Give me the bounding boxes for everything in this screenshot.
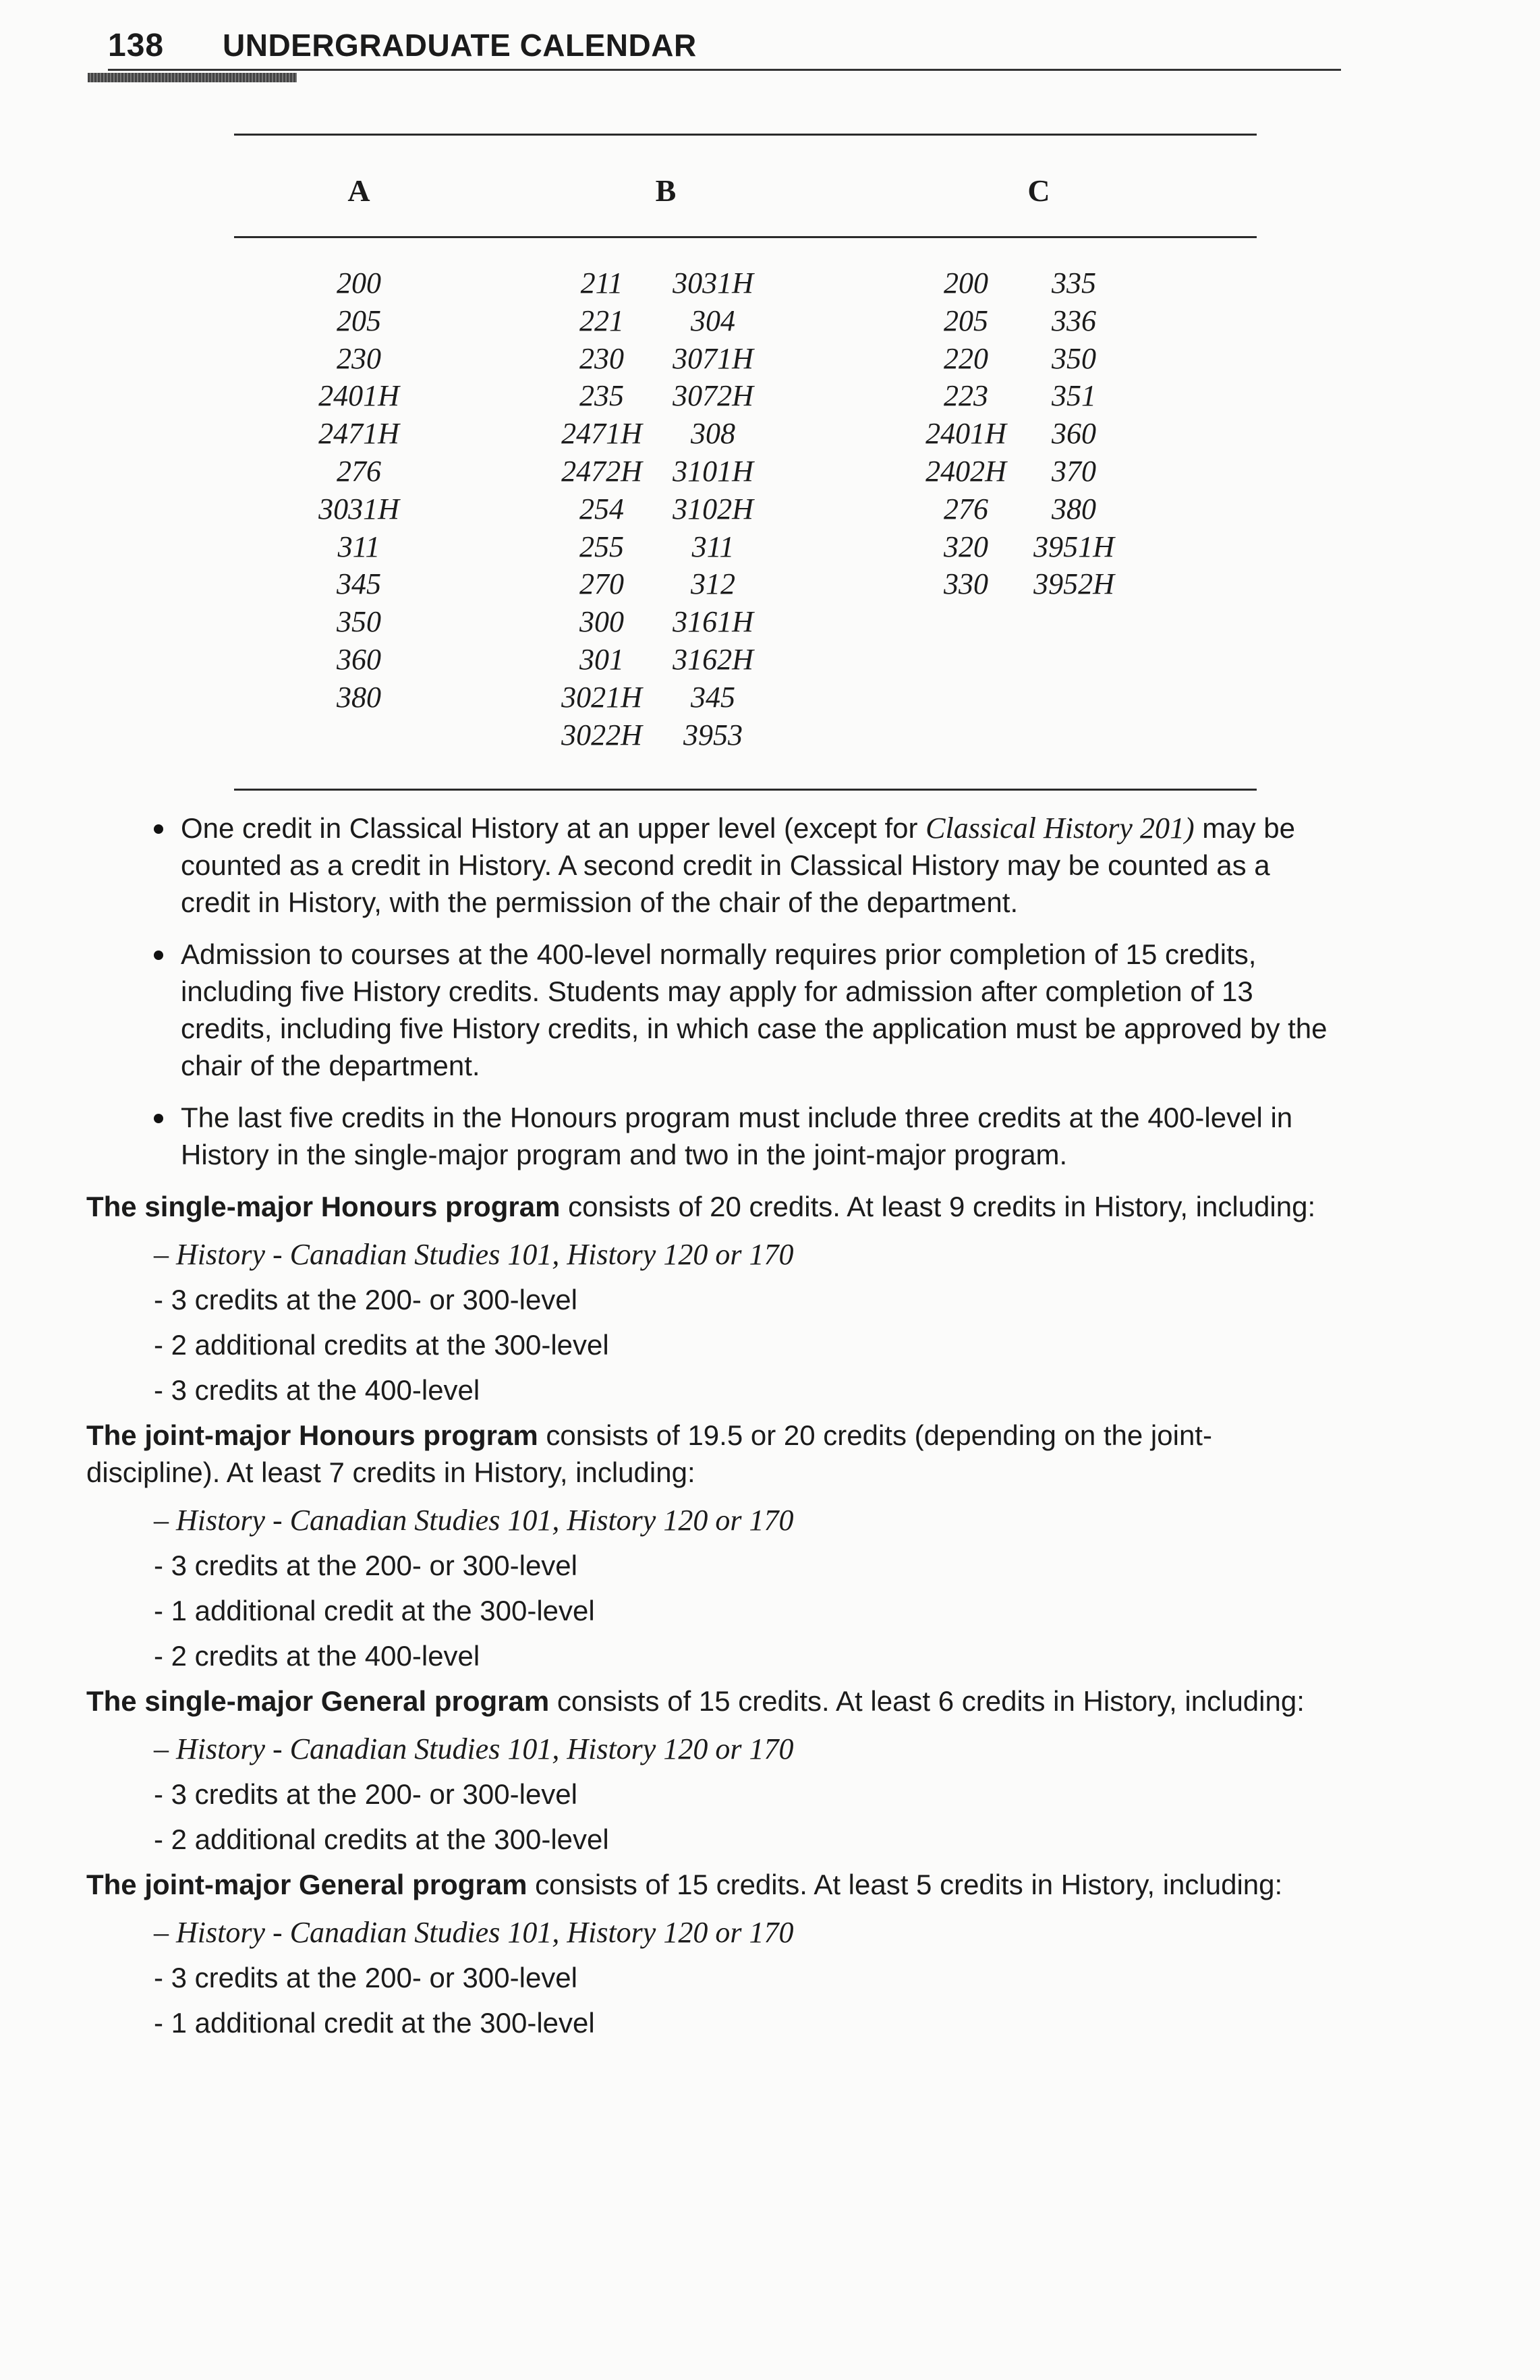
requirement-item: – History - Canadian Studies 101, History 120 or 170: [154, 1504, 794, 1537]
requirement-item: - 1 additional credit at the 300-level: [154, 1595, 595, 1626]
course-number-cell: 345: [691, 680, 735, 714]
table-top-rule: [234, 134, 1257, 136]
course-number-cell: 3031H: [318, 492, 399, 526]
course-number-cell: 255: [579, 530, 624, 563]
program-text: consists of 15 credits. At least 6 credits in History, including:: [549, 1685, 1305, 1717]
course-number-cell: 311: [691, 530, 735, 563]
course-number-cell: 3031H: [673, 266, 753, 300]
program-title: The single-major Honours program: [86, 1191, 561, 1222]
note-text: Admission to courses at the 400-level normally requires prior completion of 15 credits, including five History credits. Students may apply for admission after completion of 13 credits, including five History credits, in which case the application must be approved by the chair of the department.: [181, 938, 1328, 1081]
table-header-rule: [234, 236, 1257, 238]
requirement-text: History - Canadian Studies 101, History 120 or 170: [176, 1916, 794, 1949]
note-course: Classical History 201): [925, 812, 1195, 845]
requirement-item: - 3 credits at the 200- or 300-level: [154, 1550, 577, 1581]
course-number-cell: 276: [337, 455, 381, 488]
course-number-cell: 2471H: [561, 417, 642, 451]
note-text: may be counted as a credit in History. A second credit in Classical History may be counted as a credit in History, with the permission of the chair of the department.: [181, 812, 1295, 918]
program-description: [86, 1417, 1341, 1491]
course-number-cell: 3162H: [673, 643, 753, 676]
requirement-text: History - Canadian Studies 101, History 120 or 170: [176, 1504, 794, 1537]
course-number-cell: 370: [1052, 455, 1096, 488]
course-number-cell: 380: [1052, 492, 1096, 526]
course-number-cell: 270: [579, 567, 624, 601]
course-number-cell: 312: [691, 567, 735, 601]
course-number-cell: 320: [944, 530, 988, 563]
course-number-cell: 304: [691, 304, 735, 337]
course-number-cell: 308: [691, 417, 735, 451]
requirement-item: - 1 additional credit at the 300-level: [154, 2007, 595, 2039]
bullet-icon: [154, 1114, 163, 1123]
course-number-cell: 2401H: [318, 379, 399, 413]
running-title: UNDERGRADUATE CALENDAR: [223, 28, 697, 63]
program-description: [86, 1866, 1341, 1903]
course-number-cell: 311: [337, 530, 380, 563]
course-number-cell: 2471H: [318, 417, 399, 451]
course-table: [234, 134, 1257, 808]
column-header-b: B: [655, 173, 677, 208]
course-number-cell: 345: [337, 567, 381, 601]
course-number-cell: 3952H: [1033, 567, 1114, 601]
course-number-cell: 360: [337, 643, 381, 676]
requirement-item: - 3 credits at the 400-level: [154, 1374, 480, 1406]
course-number-cell: 223: [944, 379, 988, 413]
program-title: The joint-major Honours program: [86, 1419, 538, 1451]
note-bullet: [86, 936, 1341, 1084]
program-text: consists of 20 credits. At least 9 credits in History, including:: [560, 1191, 1316, 1222]
requirement-item: – History - Canadian Studies 101, History 120 or 170: [154, 1732, 794, 1765]
program-description: [86, 1188, 1341, 1225]
course-number-cell: 3102H: [673, 492, 753, 526]
program-title: The joint-major General program: [86, 1869, 527, 1900]
program-title: The single-major General program: [86, 1685, 550, 1717]
requirement-item: – History - Canadian Studies 101, History 120 or 170: [154, 1238, 794, 1271]
requirement-text: History - Canadian Studies 101, History 120 or 170: [176, 1238, 794, 1271]
course-number-cell: 205: [337, 304, 381, 337]
course-number-cell: 205: [944, 304, 988, 337]
table-bottom-rule: [234, 789, 1257, 791]
course-number-cell: 200: [337, 266, 381, 300]
course-number-cell: 276: [944, 492, 988, 526]
bullet-icon: [154, 951, 163, 960]
course-number-cell: 3072H: [673, 379, 753, 413]
note-text: The last five credits in the Honours program must include three credits at the 400-level in History in the single-major program and two in the joint-major program.: [181, 1102, 1293, 1170]
course-number-cell: 3071H: [673, 341, 753, 375]
course-number-cell: 350: [1052, 341, 1096, 375]
body-text: [86, 810, 1341, 2045]
page-header: [108, 22, 1341, 89]
requirement-item: - 3 credits at the 200- or 300-level: [154, 1962, 577, 1993]
course-number-cell: 230: [579, 341, 624, 375]
program-text: consists of 15 credits. At least 5 credits in History, including:: [527, 1869, 1283, 1900]
course-number-cell: 3951H: [1033, 530, 1114, 563]
course-number-cell: 3021H: [561, 680, 642, 714]
course-number-cell: 351: [1052, 379, 1096, 413]
page-number: 138: [108, 28, 165, 63]
course-number-cell: 254: [579, 492, 624, 526]
requirement-text: History - Canadian Studies 101, History 120 or 170: [176, 1732, 794, 1765]
course-number-cell: 2401H: [925, 417, 1006, 451]
course-number-cell: 330: [944, 567, 988, 601]
requirement-item: - 2 additional credits at the 300-level: [154, 1329, 609, 1361]
course-number-cell: 360: [1052, 417, 1096, 451]
program-description: [86, 1682, 1341, 1720]
course-number-cell: 3161H: [673, 605, 753, 639]
course-number-cell: 3953: [683, 718, 743, 752]
requirement-item: - 3 credits at the 200- or 300-level: [154, 1778, 577, 1810]
requirement-item: - 3 credits at the 200- or 300-level: [154, 1284, 577, 1315]
note-text: One credit in Classical History at an upper level (except for: [181, 812, 926, 844]
header-block: [88, 73, 297, 82]
course-number-cell: 211: [580, 266, 623, 300]
course-number-cell: 221: [579, 304, 624, 337]
course-number-cell: 336: [1052, 304, 1096, 337]
course-number-cell: 301: [579, 643, 624, 676]
course-number-cell: 380: [337, 680, 381, 714]
course-number-cell: 3101H: [673, 455, 753, 488]
header-rule: [108, 69, 1341, 71]
course-number-cell: 3022H: [561, 718, 642, 752]
program-text: consists of 19.5 or 20 credits (depending on the joint-discipline). At least 7 credits in History, including:: [86, 1419, 1212, 1488]
course-number-cell: 230: [337, 341, 381, 375]
course-number-cell: 300: [579, 605, 624, 639]
column-header-a: A: [347, 173, 370, 208]
requirement-item: - 2 credits at the 400-level: [154, 1640, 480, 1672]
note-bullet: [86, 1099, 1341, 1173]
note-bullet: [86, 810, 1341, 921]
requirement-item: – History - Canadian Studies 101, History 120 or 170: [154, 1916, 794, 1949]
column-header-c: C: [1027, 173, 1050, 208]
course-number-cell: 220: [944, 341, 988, 375]
course-number-cell: 2402H: [925, 455, 1006, 488]
course-number-cell: 335: [1052, 266, 1096, 300]
course-number-cell: 350: [337, 605, 381, 639]
course-number-cell: 235: [579, 379, 624, 413]
course-number-cell: 2472H: [561, 455, 642, 488]
course-number-cell: 200: [944, 266, 988, 300]
requirement-item: - 2 additional credits at the 300-level: [154, 1823, 609, 1855]
bullet-icon: [154, 824, 163, 834]
